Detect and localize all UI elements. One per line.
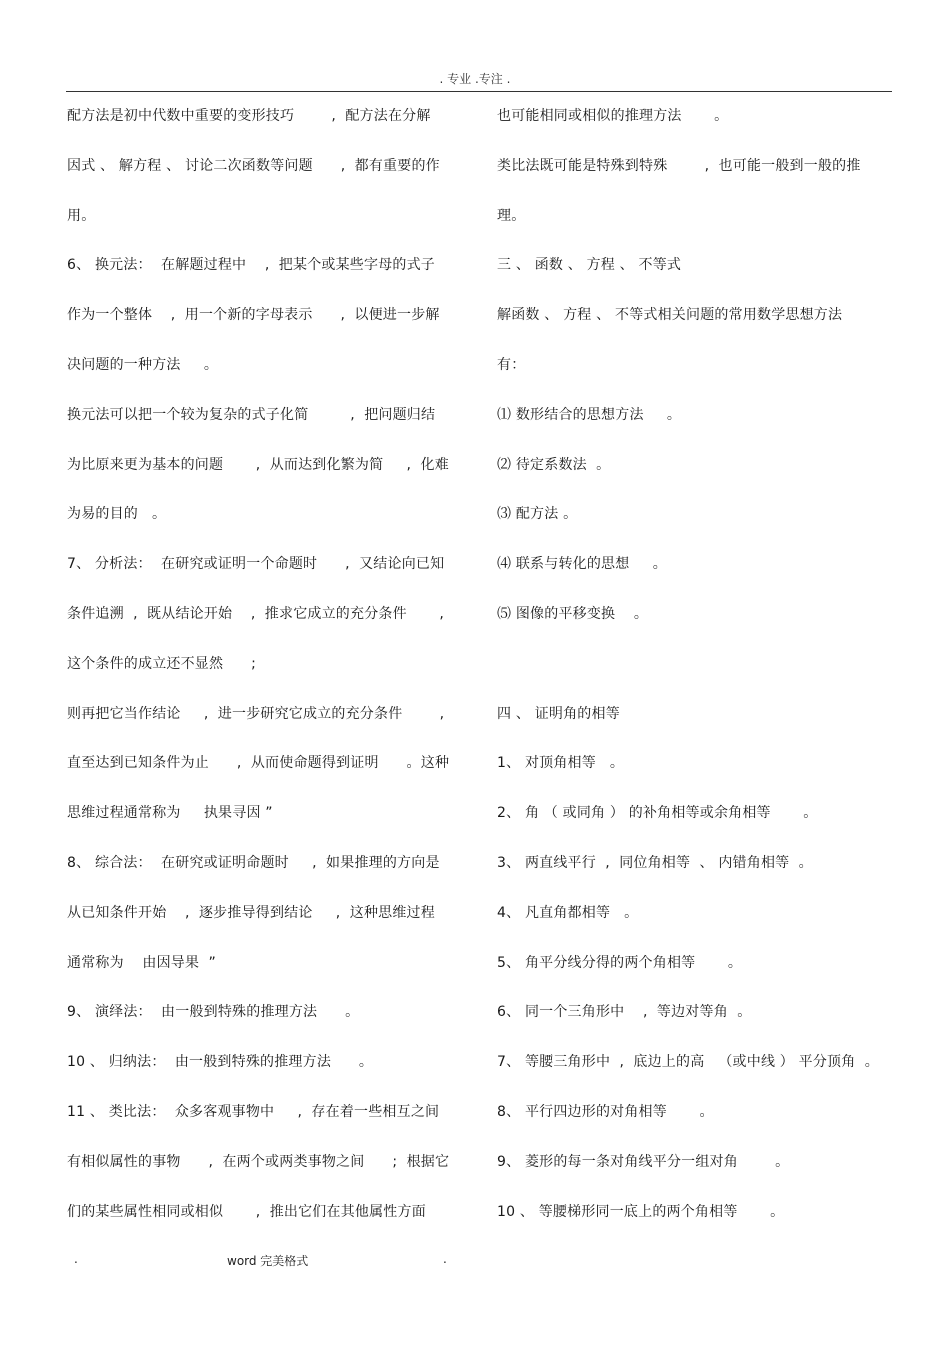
text-line: 因式 、 解方程 、 讨论二次函数等问题 , 都有重要的作 xyxy=(67,157,440,174)
text-line: 10 、 归纳法： 由一般到特殊的推理方法 。 xyxy=(67,1054,374,1071)
list-item: ⑶ 配方法 。 xyxy=(497,506,578,523)
text-line: 从已知条件开始 , 逐步推导得到结论 , 这种思维过程 xyxy=(67,904,435,921)
list-item: 5、 角平分线分得的两个角相等 。 xyxy=(497,954,743,971)
list-item: ⑵ 待定系数法 。 xyxy=(497,456,611,473)
list-item: 7、 等腰三角形中 , 底边上的高 （或中线 ） 平分顶角 。 xyxy=(497,1054,879,1071)
list-item: 1、 对顶角相等 。 xyxy=(497,755,625,772)
left-column xyxy=(67,106,467,1251)
text-line: 6、 换元法： 在解题过程中 , 把某个或某些字母的式子 xyxy=(67,257,436,274)
text-line: 为比原来更为基本的问题 , 从而达到化繁为简 , 化难 xyxy=(67,456,449,473)
text-line: 们的某些属性相同或相似 , 推出它们在其他属性方面 xyxy=(67,1203,426,1220)
list-item: 3、 两直线平行 , 同位角相等 、 内错角相等 。 xyxy=(497,854,813,871)
section-heading: 三 、 函数 、 方程 、 不等式 xyxy=(497,257,682,274)
text-line: 决问题的一种方法 。 xyxy=(67,356,219,373)
list-item: 4、 凡直角都相等 。 xyxy=(497,904,639,921)
text-line: 8、 综合法： 在研究或证明命题时 , 如果推理的方向是 xyxy=(67,854,440,871)
text-line: 直至达到已知条件为止 , 从而使命题得到证明 。这种 xyxy=(67,755,450,772)
text-line: 这个条件的成立还不显然 ; xyxy=(67,655,257,672)
blank-line xyxy=(497,654,892,704)
text-line: 条件追溯 , 既从结论开始 , 推求它成立的充分条件 , xyxy=(67,605,445,622)
right-column xyxy=(497,106,892,1251)
text-line: 换元法可以把一个较为复杂的式子化简 , 把问题归结 xyxy=(67,406,436,423)
list-item: ⑷ 联系与转化的思想 。 xyxy=(497,556,667,573)
header-rule xyxy=(66,91,892,92)
list-item: ⑸ 图像的平移变换 。 xyxy=(497,605,649,622)
header-text: . 专业 .专注 . xyxy=(439,72,511,86)
section-heading: 四 、 证明角的相等 xyxy=(497,705,620,722)
text-line: 9、 演绎法： 由一般到特殊的推理方法 。 xyxy=(67,1004,360,1021)
text-line: 配方法是初中代数中重要的变形技巧 , 配方法在分解 xyxy=(67,108,431,124)
text-line: 7、 分析法： 在研究或证明一个命题时 , 又结论向已知 xyxy=(67,556,445,573)
list-item: 6、 同一个三角形中 , 等边对等角 。 xyxy=(497,1004,752,1021)
text-line: 则再把它当作结论 , 进一步研究它成立的充分条件 , xyxy=(67,705,445,722)
list-item: 10 、 等腰梯形同一底上的两个角相等 。 xyxy=(497,1203,785,1220)
list-item: 8、 平行四边形的对角相等 。 xyxy=(497,1103,714,1120)
text-line: 类比法既可能是特殊到特殊 , 也可能一般到一般的推 xyxy=(497,157,861,174)
footer-text: word 完美格式 xyxy=(227,1254,309,1268)
text-line: 解函数 、 方程 、 不等式相关问题的常用数学思想方法 xyxy=(497,307,843,324)
footer-right-dot: . xyxy=(443,1252,447,1266)
text-line: 作为一个整体 , 用一个新的字母表示 , 以便进一步解 xyxy=(67,307,440,324)
list-item: 9、 菱形的每一条对角线平分一组对角 。 xyxy=(497,1153,790,1170)
text-line: 为易的目的 。 xyxy=(67,506,167,523)
list-item: ⑴ 数形结合的思想方法 。 xyxy=(497,406,682,423)
footer-left-dot: . xyxy=(74,1252,78,1266)
text-line: 通常称为 由因导果 ” xyxy=(67,954,216,971)
text-line: 11 、 类比法： 众多客观事物中 , 存在着一些相互之间 xyxy=(67,1103,440,1120)
text-line: 思维过程通常称为 执果寻因 ” xyxy=(67,805,273,822)
list-item: 2、 角 （ 或同角 ） 的补角相等或余角相等 。 xyxy=(497,805,818,822)
text-line: 理。 xyxy=(497,207,526,224)
text-line: 也可能相同或相似的推理方法 。 xyxy=(497,108,729,124)
text-line: 用。 xyxy=(67,207,96,224)
text-line: 有： xyxy=(497,356,526,373)
text-line: 有相似属性的事物 , 在两个或两类事物之间 ; 根据它 xyxy=(67,1153,450,1170)
